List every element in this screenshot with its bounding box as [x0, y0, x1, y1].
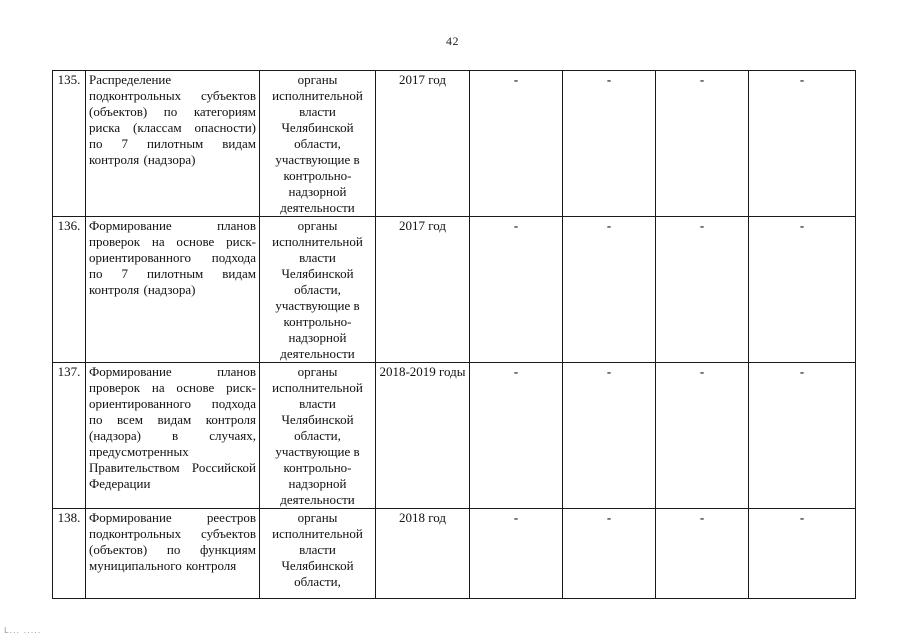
responsible-executor: органы исполнительной власти Челябинской области, участвующие в контрольно-надзорной деятельности — [260, 217, 376, 363]
measure-description: Формирование реестров подконтрольных субъектов (объектов) по функциям муниципального контроля — [86, 509, 260, 599]
value-cell: - — [749, 217, 856, 363]
table-row — [53, 217, 856, 363]
table-row — [53, 71, 856, 217]
deadline: 2018-2019 годы — [376, 363, 470, 509]
value-cell: - — [656, 509, 749, 599]
value-cell: - — [470, 71, 563, 217]
value-cell: - — [563, 363, 656, 509]
page-number: 42 — [446, 34, 459, 48]
value-cell: - — [656, 71, 749, 217]
deadline: 2018 год — [376, 509, 470, 599]
table-row — [53, 363, 856, 509]
value-cell: - — [656, 363, 749, 509]
measure-description: Формирование планов проверок на основе риск-ориентированного подхода по всем видам контроля (надзора) в случаях, предусмотренных Правительством Российской Федерации — [86, 363, 260, 509]
measure-description: Распределение подконтрольных субъектов (объектов) по категориям риска (классам опасности) по 7 пилотным видам контроля (надзора) — [86, 71, 260, 217]
scan-artifact-mark: L... ..... — [4, 626, 42, 635]
measure-description: Формирование планов проверок на основе риск-ориентированного подхода по 7 пилотным видам контроля (надзора) — [86, 217, 260, 363]
row-number: 138. — [53, 509, 86, 599]
row-number: 135. — [53, 71, 86, 217]
value-cell: - — [563, 509, 656, 599]
value-cell: - — [749, 71, 856, 217]
value-cell: - — [749, 363, 856, 509]
deadline: 2017 год — [376, 71, 470, 217]
row-number: 137. — [53, 363, 86, 509]
table-row — [53, 509, 856, 599]
value-cell: - — [470, 509, 563, 599]
responsible-executor: органы исполнительной власти Челябинской области, участвующие в контрольно-надзорной деятельности — [260, 363, 376, 509]
responsible-executor: органы исполнительной власти Челябинской области, участвующие в контрольно-надзорной деятельности — [260, 71, 376, 217]
deadline: 2017 год — [376, 217, 470, 363]
value-cell: - — [563, 217, 656, 363]
value-cell: - — [470, 363, 563, 509]
value-cell: - — [470, 217, 563, 363]
value-cell: - — [656, 217, 749, 363]
responsible-executor: органы исполнительной власти Челябинской области, — [260, 509, 376, 599]
measures-table — [52, 70, 856, 599]
value-cell: - — [563, 71, 656, 217]
value-cell: - — [749, 509, 856, 599]
row-number: 136. — [53, 217, 86, 363]
